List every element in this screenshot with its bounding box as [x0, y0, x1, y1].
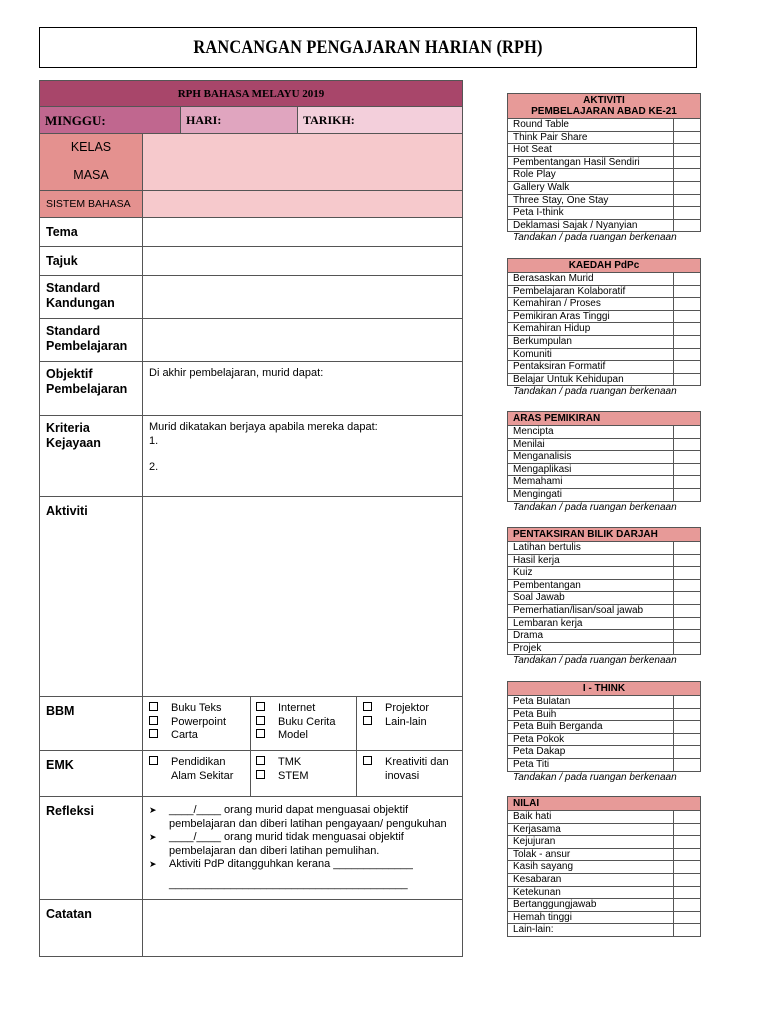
list-item[interactable]: Peta I-think: [507, 207, 701, 220]
list-item[interactable]: Gallery Walk: [507, 182, 701, 195]
list-item[interactable]: Kasih sayang: [507, 861, 701, 874]
list-item[interactable]: Berkumpulan: [507, 336, 701, 349]
aras-pemikiran-table: [507, 411, 701, 514]
emk-col-1: Pendidikan Alam Sekitar: [149, 756, 233, 783]
objektif-text: Di akhir pembelajaran, murid dapat:: [149, 367, 324, 379]
tajuk-label: Tajuk: [40, 247, 143, 275]
checkbox-icon[interactable]: [149, 716, 158, 725]
tajuk-value[interactable]: [143, 247, 462, 275]
date-row: [39, 107, 463, 134]
subject-title: RPH BAHASA MELAYU 2019: [177, 87, 325, 100]
list-item[interactable]: Round Table: [507, 119, 701, 132]
kriteria-item-1: 1.: [149, 434, 159, 447]
tema-label: Tema: [40, 218, 143, 246]
list-item[interactable]: Pemerhatian/lisan/soal jawab: [507, 605, 701, 618]
ithink-header: I - THINK: [507, 681, 701, 696]
emk-option[interactable]: Pendidikan: [149, 756, 233, 770]
list-item[interactable]: Pembelajaran Kolaboratif: [507, 286, 701, 299]
standard-kandungan-row: [39, 276, 463, 319]
kaedah-header: KAEDAH PdPc: [507, 258, 701, 273]
list-item[interactable]: Mengaplikasi: [507, 464, 701, 477]
masa-label: MASA: [73, 168, 109, 182]
list-item[interactable]: Hasil kerja: [507, 555, 701, 568]
aktiviti-row: [39, 497, 463, 697]
catatan-row: [39, 900, 463, 957]
checkbox-icon[interactable]: [256, 756, 265, 765]
list-item[interactable]: Lain-lain:: [507, 924, 701, 937]
emk-col-2: [256, 756, 309, 783]
list-item[interactable]: Think Pair Share: [507, 132, 701, 145]
list-item[interactable]: Kesabaran: [507, 874, 701, 887]
standard-kandungan-value[interactable]: [143, 276, 462, 318]
arrow-bullet-icon: ➤: [149, 859, 157, 869]
nilai-header: NILAI: [507, 796, 701, 811]
list-item[interactable]: Soal Jawab: [507, 592, 701, 605]
sistem-bahasa-value[interactable]: [143, 191, 462, 217]
objektif-label: Objektif Pembelajaran: [40, 362, 143, 415]
list-item[interactable]: Peta Dakap: [507, 746, 701, 759]
bbm-row: [39, 697, 463, 751]
ithink-list: [507, 696, 701, 772]
list-item[interactable]: Three Stay, One Stay: [507, 195, 701, 208]
tema-row: [39, 218, 463, 247]
list-item[interactable]: Tolak - ansur: [507, 849, 701, 862]
arrow-bullet-icon: ➤: [149, 832, 157, 842]
page-title: RANCANGAN PENGAJARAN HARIAN (RPH): [39, 27, 697, 68]
checkbox-icon[interactable]: [363, 716, 372, 725]
checkbox-icon[interactable]: [363, 756, 372, 765]
bbm-option[interactable]: Projektor: [363, 702, 429, 716]
checkbox-icon[interactable]: [256, 729, 265, 738]
aras-note: Tandakan / pada ruangan berkenaan: [513, 501, 677, 513]
standard-pembelajaran-label: Standard Pembelajaran: [40, 319, 143, 361]
list-item[interactable]: Latihan bertulis: [507, 542, 701, 555]
pbd-note: Tandakan / pada ruangan berkenaan: [513, 655, 677, 667]
ithink-table: [507, 681, 701, 784]
tajuk-row: [39, 247, 463, 276]
list-item[interactable]: Baik hati: [507, 811, 701, 824]
emk-option[interactable]: Kreativiti dan: [363, 756, 449, 770]
abad21-table: [507, 93, 701, 244]
bbm-option[interactable]: Internet: [256, 702, 335, 716]
list-item[interactable]: Lembaran kerja: [507, 618, 701, 631]
refleksi-label: Refleksi: [40, 797, 143, 899]
list-item[interactable]: Mencipta: [507, 426, 701, 439]
bbm-option[interactable]: Buku Cerita: [256, 716, 335, 730]
kaedah-table: [507, 258, 701, 398]
list-item[interactable]: Role Play: [507, 169, 701, 182]
checkbox-icon[interactable]: [149, 702, 158, 711]
abad21-list: [507, 119, 701, 232]
bbm-col-2: [256, 702, 335, 743]
list-item[interactable]: Memahami: [507, 476, 701, 489]
kriteria-text: Murid dikatakan berjaya apabila mereka dapat:: [149, 421, 378, 433]
kelas-label: KELAS: [70, 140, 112, 154]
refleksi-row: [39, 797, 463, 900]
list-item[interactable]: Hot Seat: [507, 144, 701, 157]
list-item[interactable]: Kemahiran / Proses: [507, 298, 701, 311]
bbm-col-1: [149, 702, 226, 743]
emk-option[interactable]: STEM: [256, 770, 309, 784]
pbd-list: [507, 542, 701, 655]
list-item[interactable]: Komuniti: [507, 349, 701, 362]
minggu-field[interactable]: MINGGU:: [40, 107, 181, 133]
list-item[interactable]: Kemahiran Hidup: [507, 323, 701, 336]
aras-list: [507, 426, 701, 502]
kaedah-list: [507, 273, 701, 386]
list-item[interactable]: Menganalisis: [507, 451, 701, 464]
aras-header: ARAS PEMIKIRAN: [507, 411, 701, 426]
kaedah-note: Tandakan / pada ruangan berkenaan: [513, 386, 677, 398]
list-item[interactable]: Pentaksiran Formatif: [507, 361, 701, 374]
kriteria-kejayaan-value[interactable]: [143, 416, 462, 496]
emk-label: EMK: [40, 751, 143, 796]
sistem-bahasa-label: SISTEM BAHASA: [40, 191, 143, 217]
list-item[interactable]: Peta Bulatan: [507, 696, 701, 709]
list-item[interactable]: Hemah tinggi: [507, 912, 701, 925]
list-item[interactable]: Peta Titi: [507, 759, 701, 772]
sistem-bahasa-row: [39, 191, 463, 218]
list-item[interactable]: Belajar Untuk Kehidupan: [507, 374, 701, 387]
list-item[interactable]: Pembentangan Hasil Sendiri: [507, 157, 701, 170]
list-item[interactable]: Kerjasama: [507, 824, 701, 837]
pbd-header: PENTAKSIRAN BILIK DARJAH: [507, 527, 701, 542]
checkbox-icon[interactable]: [256, 716, 265, 725]
catatan-value[interactable]: [143, 900, 462, 956]
list-item[interactable]: Mengingati: [507, 489, 701, 502]
list-item[interactable]: Peta Pokok: [507, 734, 701, 747]
list-item[interactable]: Berasaskan Murid: [507, 273, 701, 286]
catatan-label: Catatan: [40, 900, 143, 956]
list-item[interactable]: Peta Buih Berganda: [507, 721, 701, 734]
abad21-header: AKTIVITI PEMBELAJARAN ABAD KE-21: [507, 93, 701, 119]
bbm-option[interactable]: Model: [256, 729, 335, 743]
checkbox-icon[interactable]: [363, 702, 372, 711]
objektif-value[interactable]: [143, 362, 462, 415]
checkbox-icon[interactable]: [256, 702, 265, 711]
nilai-table: [507, 796, 701, 937]
hari-field[interactable]: HARI:: [181, 107, 298, 133]
pbd-table: [507, 527, 701, 667]
checkbox-icon[interactable]: [149, 729, 158, 738]
tema-value[interactable]: [143, 218, 462, 246]
arrow-bullet-icon: ➤: [149, 805, 157, 815]
list-item[interactable]: Ketekunan: [507, 887, 701, 900]
standard-kandungan-label: Standard Kandungan: [40, 276, 143, 318]
standard-pembelajaran-value[interactable]: [143, 319, 462, 361]
list-item[interactable]: Bertanggungjawab: [507, 899, 701, 912]
bbm-option[interactable]: Carta: [149, 729, 226, 743]
list-item[interactable]: Kuiz: [507, 567, 701, 580]
tarikh-field[interactable]: TARIKH:: [298, 107, 462, 133]
refleksi-value[interactable]: ➤ ____/____ orang murid dapat menguasai objektif pembelajaran dan diberi latihan pengayaan/ pengukuhan ➤ ____/____ orang murid tidak menguasai objektif pembelajaran dan diberi latihan pemulihan. ➤ Aktiviti PdP ditangguhkan kerana _____________ _______________________________________: [149, 804, 447, 890]
list-item[interactable]: Menilai: [507, 439, 701, 452]
objektif-row: [39, 362, 463, 416]
rph-subject-header: [39, 80, 463, 107]
kelas-masa-row: [39, 134, 463, 191]
bbm-label: BBM: [40, 697, 143, 750]
list-item[interactable]: Kejujuran: [507, 836, 701, 849]
checkbox-icon[interactable]: [149, 756, 158, 765]
kriteria-item-2: 2.: [149, 461, 159, 473]
list-item[interactable]: Deklamasi Sajak / Nyanyian: [507, 220, 701, 233]
emk-col-3: Kreativiti dan inovasi: [363, 756, 449, 783]
kelas-masa-value[interactable]: [143, 134, 462, 190]
bbm-option[interactable]: Buku Teks: [149, 702, 226, 716]
abad21-note: Tandakan / pada ruangan berkenaan: [513, 232, 677, 244]
list-item[interactable]: Drama: [507, 630, 701, 643]
aktiviti-label: Aktiviti: [40, 497, 143, 696]
bbm-option[interactable]: Lain-lain: [363, 716, 429, 730]
checkbox-icon[interactable]: [256, 770, 265, 779]
list-item[interactable]: Peta Buih: [507, 709, 701, 722]
kelas-masa-label: [40, 134, 143, 190]
list-item[interactable]: Projek: [507, 643, 701, 656]
list-item[interactable]: Pemikiran Aras Tinggi: [507, 311, 701, 324]
list-item[interactable]: Pembentangan: [507, 580, 701, 593]
emk-row: [39, 751, 463, 797]
aktiviti-value[interactable]: [143, 497, 462, 696]
emk-option[interactable]: TMK: [256, 756, 309, 770]
kriteria-kejayaan-row: [39, 416, 463, 497]
bbm-option[interactable]: Powerpoint: [149, 716, 226, 730]
nilai-list: [507, 811, 701, 937]
standard-pembelajaran-row: [39, 319, 463, 362]
kriteria-kejayaan-label: Kriteria Kejayaan: [40, 416, 143, 496]
bbm-col-3: [363, 702, 429, 729]
ithink-note: Tandakan / pada ruangan berkenaan: [513, 771, 677, 783]
